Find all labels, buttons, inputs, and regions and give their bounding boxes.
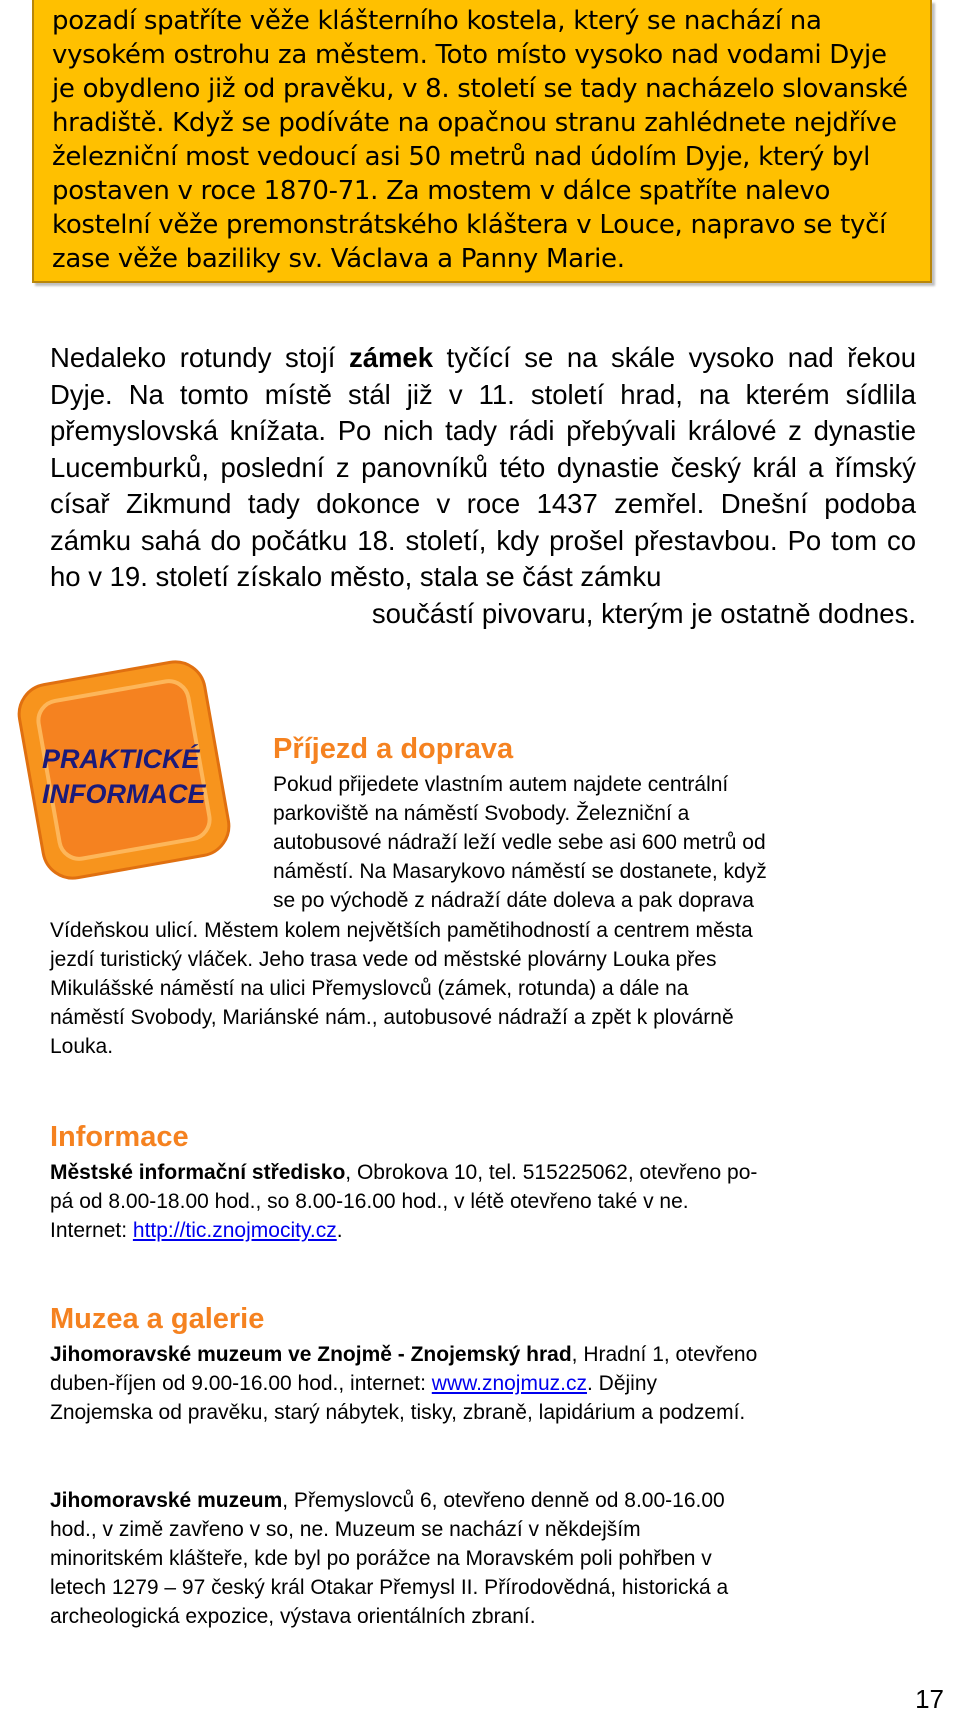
- text-line: [50, 1340, 920, 1369]
- museum-2-rest: , Přemyslovců 6, otevřeno denně od 8.00-16.00: [282, 1489, 725, 1512]
- badge-line: INFORMACE: [42, 779, 206, 809]
- museum-1-hours: duben-říjen od 9.00-16.00 hod., internet:: [50, 1372, 432, 1395]
- yellow-text-box: [32, 0, 932, 283]
- yellow-line: zase věže baziliky sv. Václava a Panny Marie.: [52, 244, 625, 274]
- text-line: Znojemska od pravěku, starý nábytek, tisky, zbraně, lapidárium a podzemí.: [50, 1401, 746, 1424]
- yellow-line: pozadí spatříte věže klášterního kostela, který se nachází na: [52, 6, 822, 36]
- yellow-line: železniční most vedoucí asi 50 metrů nad údolím Dyje, který byl: [52, 142, 871, 172]
- text-line: Mikulášské náměstí na ulici Přemyslovců (zámek, rotunda) a dále na: [50, 977, 689, 1000]
- museum-link[interactable]: www.znojmuz.cz: [431, 1372, 587, 1395]
- internet-label: Internet:: [50, 1219, 133, 1242]
- transport-heading: Příjezd a doprava: [273, 733, 514, 765]
- text-line: [50, 1158, 920, 1187]
- badge-label: [42, 742, 232, 812]
- badge-line: PRAKTICKÉ: [42, 744, 200, 774]
- text-line: autobusové nádraží leží vedle sebe asi 600 metrů od: [273, 831, 766, 854]
- intro-text-3: součástí pivovaru, kterým je ostatně dodnes.: [371, 597, 916, 629]
- text-line: parkoviště na náměstí Svobody. Železniční a: [273, 802, 690, 825]
- text-line: [50, 1369, 920, 1398]
- text-line: jezdí turistický vláček. Jeho trasa vede od městské plovárny Louka přes: [50, 948, 717, 971]
- museum-entry-2: [50, 1486, 920, 1631]
- transport-text-side: [273, 770, 883, 915]
- link-suffix: .: [336, 1219, 343, 1242]
- intro-text-2: tyčící se na skále vysoko nad řekou Dyje. Na tomto místě stál již v 11. století hrad, na kterém sídlila přemyslovská knížata. Po nich tady rádi přebývali králové z dynastie Lucemburků, poslední z panovníků této dynastie český král a římský císař Zikmund tady dokonce v roce 1437 zemřel. Dnešní podoba zámku sahá do počátku 18. století, kdy prošel přestavbou. Po tom co ho v 19. století získalo město, stala se část zámku: [50, 342, 916, 592]
- info-heading: Informace: [50, 1121, 189, 1153]
- museum-entry-1: [50, 1340, 920, 1427]
- text-line: se po východě z nádraží dáte doleva a pak doprava: [273, 889, 754, 912]
- yellow-line: postaven v roce 1870-71. Za mostem v dálce spatříte nalevo: [52, 176, 831, 206]
- page-number: 17: [915, 1684, 944, 1714]
- text-line: náměstí. Na Masarykovo náměstí se dostanete, když: [273, 860, 767, 883]
- text-line: [50, 1216, 920, 1245]
- museum-1-post: . Dějiny: [586, 1372, 658, 1395]
- yellow-line: hradiště. Když se podíváte na opačnou stranu zahlédnete nejdříve: [52, 108, 897, 138]
- info-bold-name: Městské informační středisko: [50, 1161, 346, 1184]
- intro-paragraph: [50, 340, 916, 632]
- info-text: [50, 1158, 920, 1245]
- yellow-line: vysokém ostrohu za městem. Toto místo vysoko nad vodami Dyje: [52, 40, 887, 70]
- text-line: hod., v zimě zavřeno v so, ne. Muzeum se nachází v někdejším: [50, 1518, 641, 1541]
- museum-1-rest: , Hradní 1, otevřeno: [571, 1343, 758, 1366]
- text-line: [50, 1486, 920, 1515]
- text-line: Vídeňskou ulicí. Městem kolem největších pamětihodností a centrem města: [50, 919, 753, 942]
- text-line: náměstí Svobody, Mariánské nám., autobusové nádraží a zpět k plovárně: [50, 1006, 734, 1029]
- text-line: minoritském klášteře, kde byl po porážce na Moravském poli pohřben v: [50, 1547, 712, 1570]
- text-line: pá od 8.00-18.00 hod., so 8.00-16.00 hod., v létě otevřeno také v ne.: [50, 1190, 689, 1213]
- text-line: Louka.: [50, 1035, 114, 1058]
- text-line: Pokud přijedete vlastním autem najdete centrální: [273, 773, 729, 796]
- museums-heading: Muzea a galerie: [50, 1303, 265, 1335]
- museum-2-name: Jihomoravské muzeum: [50, 1489, 283, 1512]
- intro-text-1: Nedaleko rotundy stojí: [50, 342, 349, 373]
- info-line1-rest: , Obrokova 10, tel. 515225062, otevřeno po-: [345, 1161, 758, 1184]
- transport-text-full: [50, 916, 920, 1061]
- yellow-line: je obydleno již od pravěku, v 8. století se tady nacházelo slovanské: [52, 74, 908, 104]
- intro-bold-word: zámek: [348, 342, 434, 373]
- yellow-line: kostelní věže premonstrátského kláštera v Louce, napravo se tyčí: [52, 210, 886, 240]
- museum-1-name: Jihomoravské muzeum ve Znojmě - Znojemský hrad: [50, 1343, 572, 1366]
- tic-link[interactable]: http://tic.znojmocity.cz: [132, 1219, 337, 1242]
- text-line: letech 1279 – 97 český král Otakar Přemysl II. Přírodovědná, historická a: [50, 1576, 729, 1599]
- text-line: archeologická expozice, výstava orientálních zbraní.: [50, 1605, 536, 1628]
